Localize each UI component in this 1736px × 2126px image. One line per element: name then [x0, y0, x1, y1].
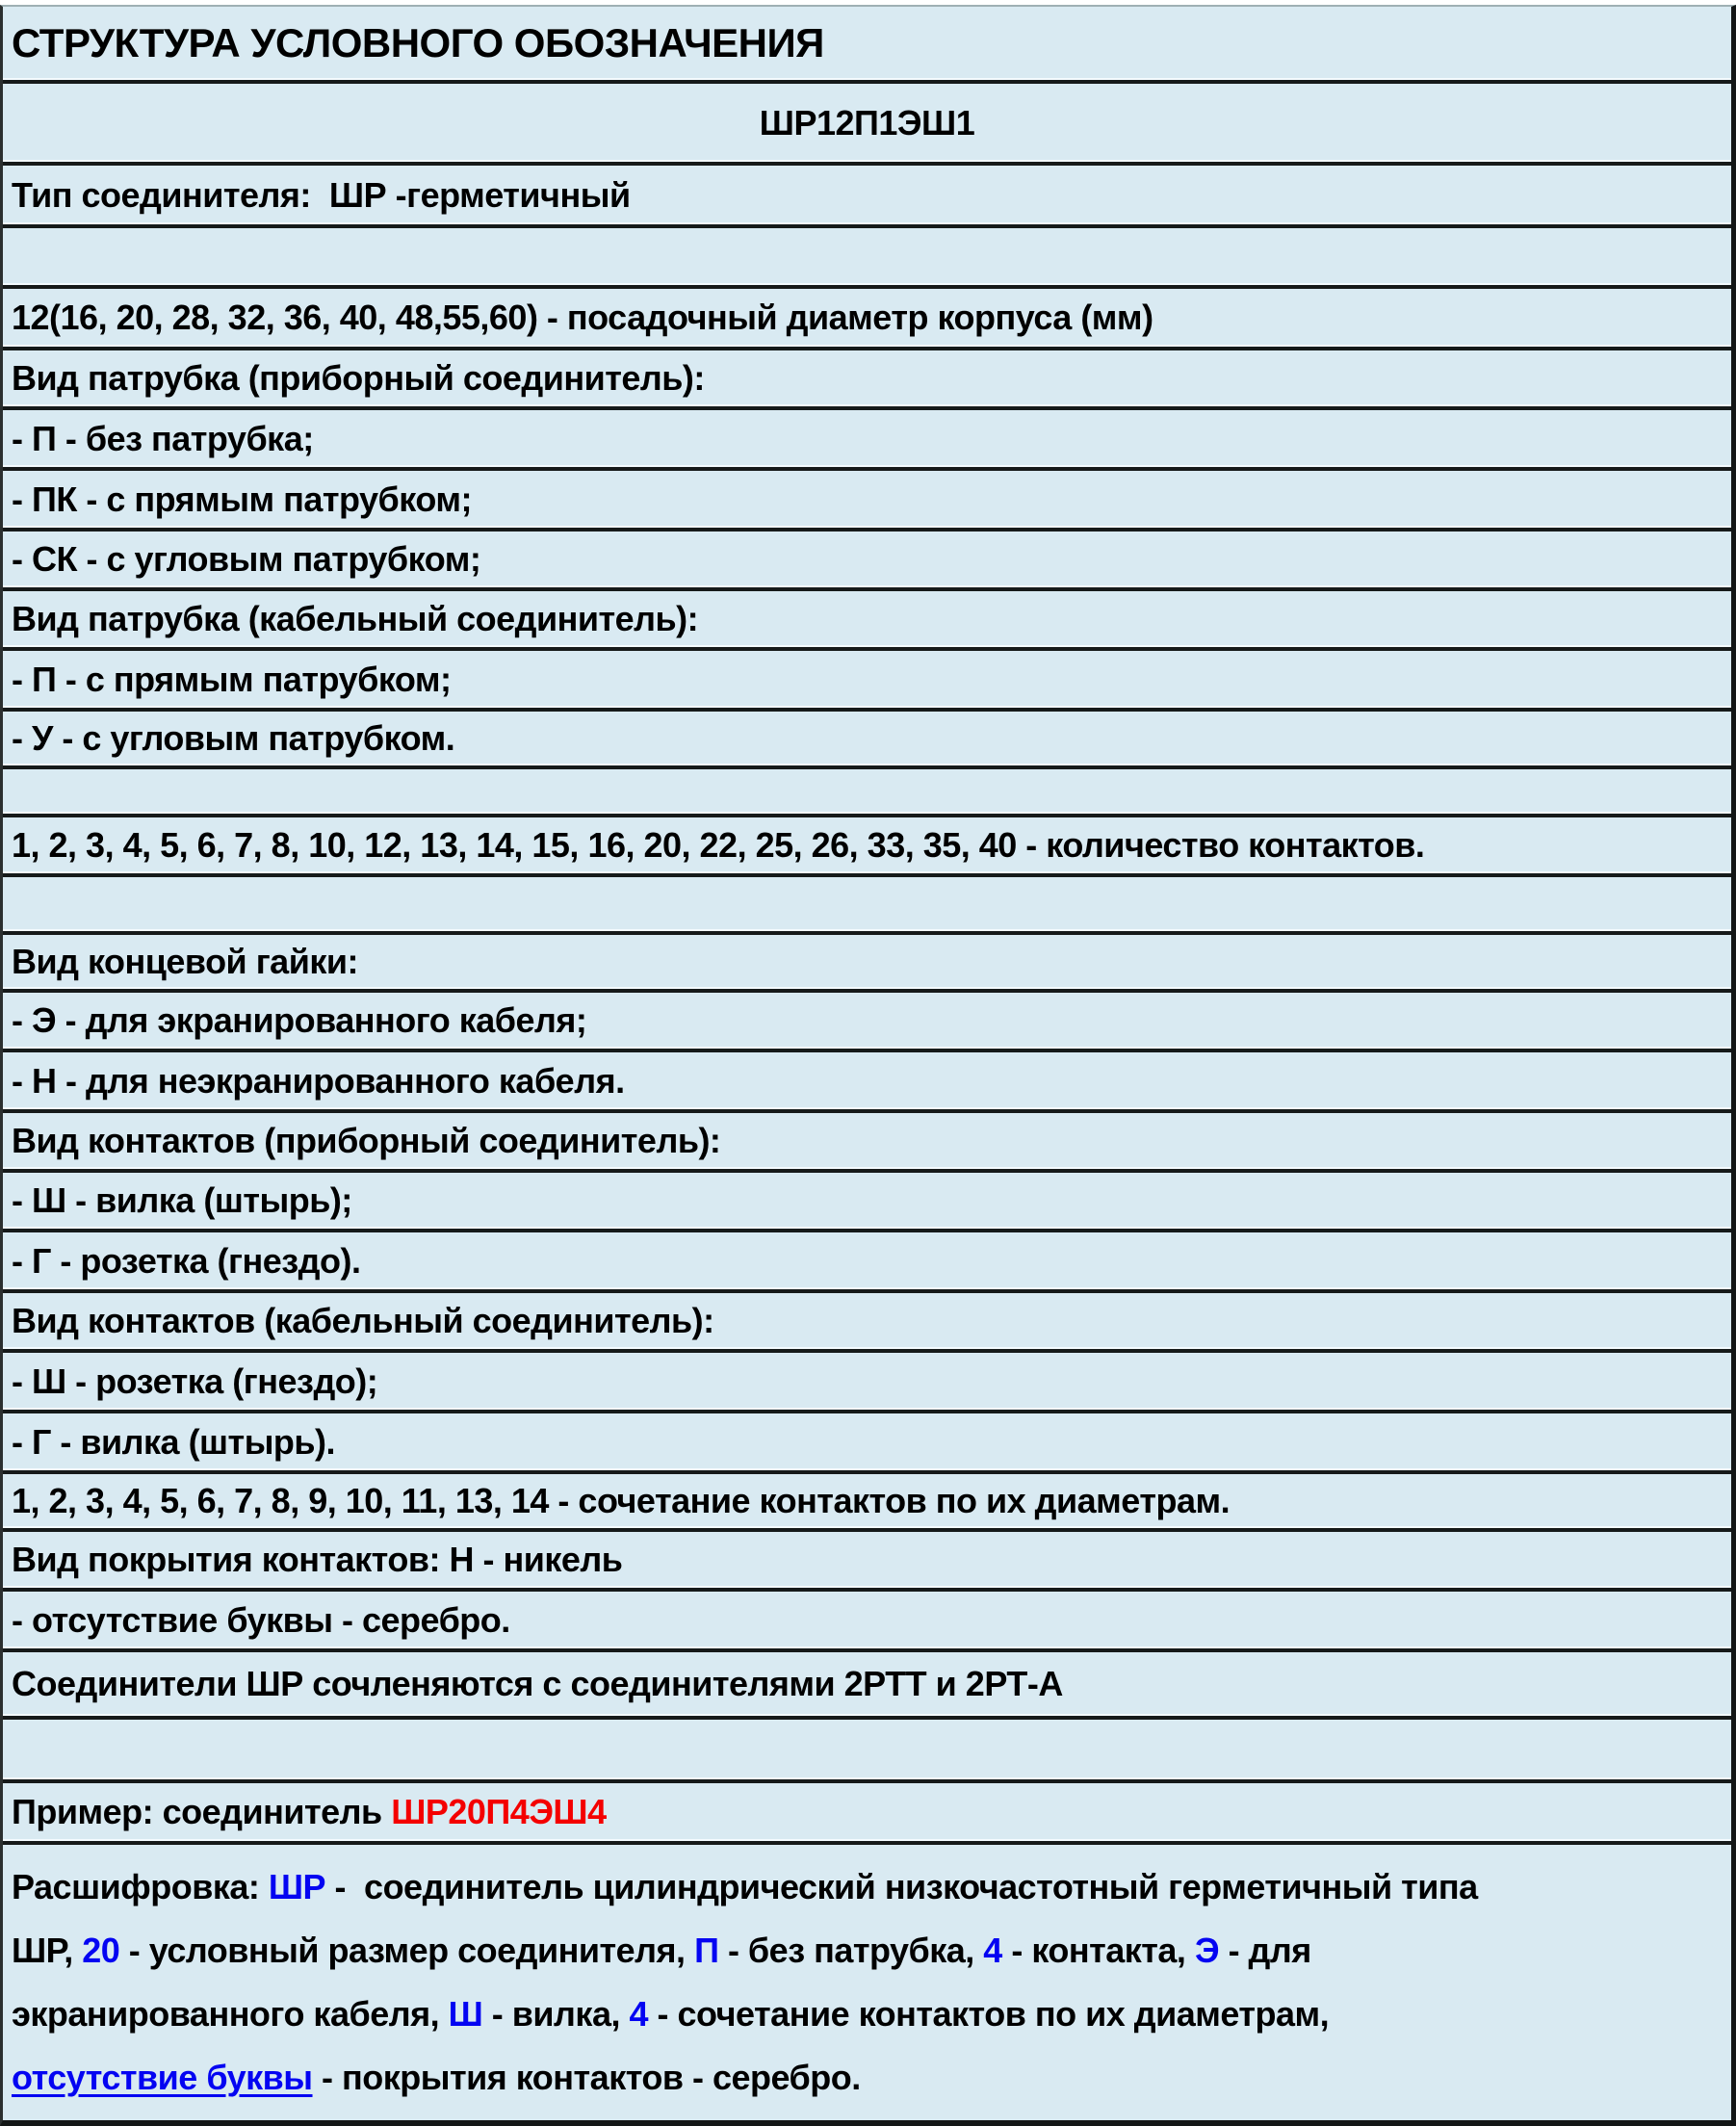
highlighted-text: 4 [629, 1994, 648, 2034]
highlighted-text: Ш [448, 1994, 483, 2034]
highlighted-text: 20 [82, 1931, 120, 1970]
highlighted-text: П [694, 1931, 719, 1970]
designation-formula [3, 84, 1731, 166]
end-nut-header [3, 935, 1731, 993]
contact-count-line-1 [12, 825, 1723, 866]
pipe-straight-p [3, 651, 1731, 712]
pipe-none-line-1 [12, 419, 1723, 459]
designation-structure-table [0, 5, 1736, 2126]
text-segment: Расшифровка: [12, 1867, 269, 1906]
contacts-socket-g-line-1 [12, 1241, 1723, 1282]
text-segment: Вид концевой гайки: [12, 942, 358, 981]
spacer-2 [3, 769, 1731, 817]
spacer-3 [3, 877, 1731, 935]
spacer-1 [3, 228, 1731, 289]
text-segment: - вилка, [482, 1994, 630, 2034]
contact-plating [3, 1532, 1731, 1592]
end-nut-header-line-1 [12, 942, 1723, 982]
text-segment: - Ш - вилка (штырь); [12, 1180, 352, 1220]
section-title [3, 7, 1731, 84]
text-segment: экранированного кабеля, [12, 1994, 449, 2034]
text-segment: - без патрубка, [718, 1931, 984, 1970]
text-segment: ШР12П1ЭШ1 [759, 102, 975, 143]
decoding-line-3 [12, 1983, 1723, 2046]
contacts-socket-g [3, 1232, 1731, 1293]
text-segment: - контакта, [1001, 1931, 1195, 1970]
decoding-line-4 [12, 2046, 1723, 2110]
plating-silver-line-1 [12, 1600, 1723, 1641]
connector-type-line-1 [12, 175, 1723, 216]
text-segment: - сочетание контактов по их диаметрам, [648, 1994, 1330, 2034]
designation-formula-line-1 [760, 103, 974, 143]
pipe-angled-u-line-1 [12, 718, 1723, 759]
example [3, 1783, 1731, 1845]
text-segment: Вид патрубка (кабельный соединитель): [12, 599, 699, 638]
text-segment: - условный размер соединителя, [119, 1931, 695, 1970]
plating-silver [3, 1592, 1731, 1652]
contacts-plug-sh-line-1 [12, 1180, 1723, 1221]
pipe-angled-sk [3, 532, 1731, 591]
section-title-line-1 [12, 20, 1723, 66]
highlighted-text: отсутствие буквы [12, 2058, 313, 2097]
contacts-type-instrument-header-line-1 [12, 1121, 1723, 1161]
text-segment: - для [1219, 1931, 1311, 1970]
text-segment: - У - с угловым патрубком. [12, 718, 455, 758]
text-segment: СТРУКТУРА УСЛОВНОГО ОБОЗНАЧЕНИЯ [12, 20, 824, 65]
text-segment: - соединитель цилиндрический низкочастотный герметичный типа [325, 1867, 1478, 1906]
nut-unshielded [3, 1052, 1731, 1113]
text-segment: Пример: соединитель [12, 1792, 392, 1831]
contacts-type-cable-header-line-1 [12, 1301, 1723, 1341]
pipe-angled-sk-line-1 [12, 539, 1723, 580]
text-segment: Вид контактов (приборный соединитель): [12, 1121, 721, 1160]
pipe-angled-u [3, 712, 1731, 769]
contacts-type-cable-header [3, 1293, 1731, 1353]
pipe-straight-pk-line-1 [12, 480, 1723, 520]
mating-note [3, 1652, 1731, 1720]
text-segment: - Ш - розетка (гнездо); [12, 1361, 378, 1401]
text-segment: ШР, [12, 1931, 83, 1970]
text-segment: - отсутствие буквы - серебро. [12, 1599, 510, 1640]
contacts-plug-sh [3, 1173, 1731, 1232]
text-segment: - П - без патрубка; [12, 418, 314, 458]
pipe-type-instrument-header [3, 350, 1731, 410]
text-segment: Вид покрытия контактов: Н - никель [12, 1540, 623, 1579]
highlighted-text: 4 [983, 1931, 1002, 1970]
text-segment: - покрытия контактов - серебро. [312, 2058, 861, 2097]
contacts-plug-g [3, 1413, 1731, 1474]
text-segment: - ПК - с прямым патрубком; [12, 479, 472, 519]
pipe-straight-p-line-1 [12, 660, 1723, 700]
contact-plating-line-1 [12, 1540, 1723, 1580]
nut-shielded [3, 993, 1731, 1052]
pipe-type-cable-header-line-1 [12, 599, 1723, 639]
text-segment: - П - с прямым патрубком; [12, 659, 452, 699]
text-segment: Вид контактов (кабельный соединитель): [12, 1301, 714, 1340]
decoding-line-1 [12, 1855, 1723, 1919]
text-segment: - Э - для экранированного кабеля; [12, 1000, 587, 1040]
text-segment: 12(16, 20, 28, 32, 36, 40, 48,55,60) - посадочный диаметр корпуса (мм) [12, 298, 1153, 337]
text-segment: Тип соединителя: ШР -герметичный [12, 174, 631, 215]
text-segment: - СК - с угловым патрубком; [12, 539, 481, 579]
contact-count [3, 817, 1731, 877]
text-segment: Соединители ШР сочленяются с соединителями 2РТТ и 2РТ-А [12, 1664, 1063, 1703]
contact-combination-line-1 [12, 1481, 1723, 1521]
text-segment: - Г - вилка (штырь). [12, 1421, 336, 1462]
body-diameter [3, 289, 1731, 350]
spacer-4 [3, 1720, 1731, 1783]
text-segment: - Г - розетка (гнездо). [12, 1240, 361, 1281]
decoding-line-2 [12, 1919, 1723, 1983]
text-segment: - Н - для неэкранированного кабеля. [12, 1060, 625, 1101]
pipe-type-instrument-header-line-1 [12, 358, 1723, 399]
body-diameter-line-1 [12, 298, 1723, 338]
contacts-socket-sh [3, 1353, 1731, 1413]
text-segment: 1, 2, 3, 4, 5, 6, 7, 8, 9, 10, 11, 13, 14 - сочетание контактов по их диаметрам. [12, 1481, 1231, 1520]
contact-combination [3, 1474, 1731, 1532]
nut-shielded-line-1 [12, 1000, 1723, 1041]
pipe-none [3, 410, 1731, 471]
contacts-socket-sh-line-1 [12, 1361, 1723, 1402]
highlighted-text: ШР20П4ЭШ4 [391, 1792, 607, 1831]
highlighted-text: Э [1194, 1931, 1220, 1970]
nut-unshielded-line-1 [12, 1061, 1723, 1102]
mating-note-line-1 [12, 1664, 1723, 1704]
pipe-straight-pk [3, 471, 1731, 532]
highlighted-text: ШР [268, 1867, 326, 1906]
text-segment: 1, 2, 3, 4, 5, 6, 7, 8, 10, 12, 13, 14, 15, 16, 20, 22, 25, 26, 33, 35, 40 - количество контактов. [12, 825, 1425, 865]
decoding [3, 1845, 1731, 2120]
contacts-type-instrument-header [3, 1113, 1731, 1173]
text-segment: Вид патрубка (приборный соединитель): [12, 358, 705, 398]
connector-type [3, 166, 1731, 228]
contacts-plug-g-line-1 [12, 1422, 1723, 1463]
pipe-type-cable-header [3, 591, 1731, 651]
example-line-1 [12, 1792, 1723, 1832]
